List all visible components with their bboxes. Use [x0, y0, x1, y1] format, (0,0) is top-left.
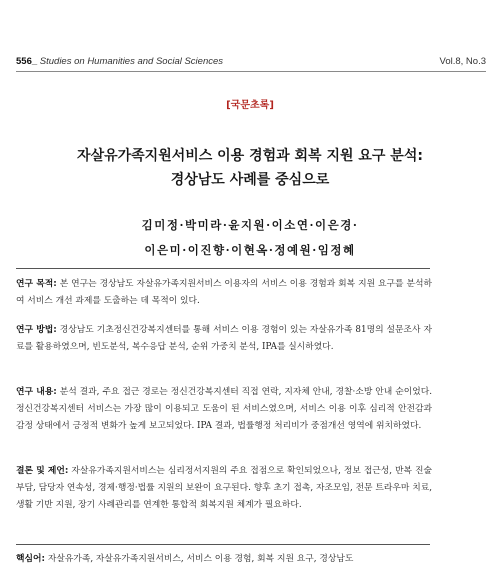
section-label: 결론 및 제언 [16, 466, 65, 476]
keyword-rule [16, 544, 430, 545]
section-text: 본 연구는 경상남도 자살유가족지원서비스 이용자의 서비스 이용 경험과 회복 지원 요구를 분석하여 서비스 개선 과제를 도출하는 데 목적이 있다. [16, 279, 432, 306]
section-label: 핵심어 [16, 554, 42, 564]
section-purpose: 연구 목적: 본 연구는 경상남도 자살유가족지원서비스 이용자의 서비스 이용 경험과 회복 지원 요구를 분석하여 서비스 개선 과제를 도출하는 데 목적이 있다. [16, 279, 432, 306]
abstract-label: [국문초록] [226, 100, 274, 111]
section-text: 자살유가족지원서비스는 심리정서지원의 주요 접점으로 확인되었으나, 정보 접근성, 반복 진술 부담, 담당자 연속성, 경제·행정·법률 지원의 보완이 요구된다. 향후 초기 접촉, 자조모임, 전문 트라우마 치료, 생활 기반 지원, 장기 사례관리를 연계한 통합적 회복지원 체계가 필요하다. [16, 466, 432, 510]
section-text: 분석 결과, 주요 접근 경로는 정신건강복지센터 직접 연락, 지자체 안내, 경찰·소방 안내 순이었다. 정신건강복지센터 서비스는 가장 많이 이용되고 도움이 된 서비스였으며, 서비스 이용 이후 심리적 안전감과 감정 상태에서 긍정적 변화가 높게 보고되었다. IPA 결과, 법률행정 처리비가 중점개선 영역에 위치하였다. [16, 387, 432, 431]
running-header [16, 56, 486, 70]
authors-line-1: 김미정·박미라·윤지원·이소연·이은경· [141, 218, 359, 232]
paper-title [20, 144, 480, 192]
author-list [20, 213, 480, 263]
section-content: 연구 내용: 분석 결과, 주요 접근 경로는 정신건강복지센터 직접 연락, 지자체 안내, 경찰·소방 안내 순이었다. 정신건강복지센터 서비스는 가장 많이 이용되고 도움이 된 서비스였으며, 서비스 이용 이후 심리적 안전감과 감정 상태에서 긍정적 변화가 높게 보고되었다. IPA 결과, 법률행정 처리비가 중점개선 영역에 위치하였다. [16, 387, 432, 431]
section-method: 연구 방법: 경상남도 기초정신건강복지센터를 통해 서비스 이용 경험이 있는 자살유가족 81명의 설문조사 자료를 활용하였으며, 빈도분석, 복수응답 분석, 순위 가중치 분석, IPA를 실시하였다. [16, 325, 432, 352]
page-number: 556_ [16, 56, 38, 67]
section-label: 연구 내용 [16, 387, 54, 397]
header-rule [16, 71, 486, 72]
journal-name: Studies on Humanities and Social Sciences [39, 56, 224, 67]
abstract-top-rule [16, 268, 430, 269]
section-text: 경상남도 기초정신건강복지센터를 통해 서비스 이용 경험이 있는 자살유가족 81명의 설문조사 자료를 활용하였으며, 빈도분석, 복수응답 분석, 순위 가중치 분석, IPA를 실시하였다. [16, 325, 432, 352]
section-text: 자살유가족, 자살유가족지원서비스, 서비스 이용 경험, 회복 지원 요구, 경상남도 [47, 554, 354, 564]
authors-line-2: 이은미·이진향·이현옥·정예원·임정혜 [144, 243, 356, 257]
section-label: 연구 목적 [16, 279, 54, 289]
title-line-2: 경상남도 사례를 중심으로 [170, 172, 330, 188]
section-keywords: 핵심어: 자살유가족, 자살유가족지원서비스, 서비스 이용 경험, 회복 지원 요구, 경상남도 [16, 554, 354, 564]
section-label: 연구 방법 [16, 325, 54, 335]
title-line-1: 자살유가족지원서비스 이용 경험과 회복 지원 요구 분석: [77, 148, 423, 164]
volume-issue: Vol.8, No.3 [439, 56, 486, 67]
section-conclusion: 결론 및 제언: 자살유가족지원서비스는 심리정서지원의 주요 접점으로 확인되었으나, 정보 접근성, 반복 진술 부담, 담당자 연속성, 경제·행정·법률 지원의 보완이 요구된다. 향후 초기 접촉, 자조모임, 전문 트라우마 치료, 생활 기반 지원, 장기 사례관리를 연계한 통합적 회복지원 체계가 필요하다. [16, 466, 432, 510]
